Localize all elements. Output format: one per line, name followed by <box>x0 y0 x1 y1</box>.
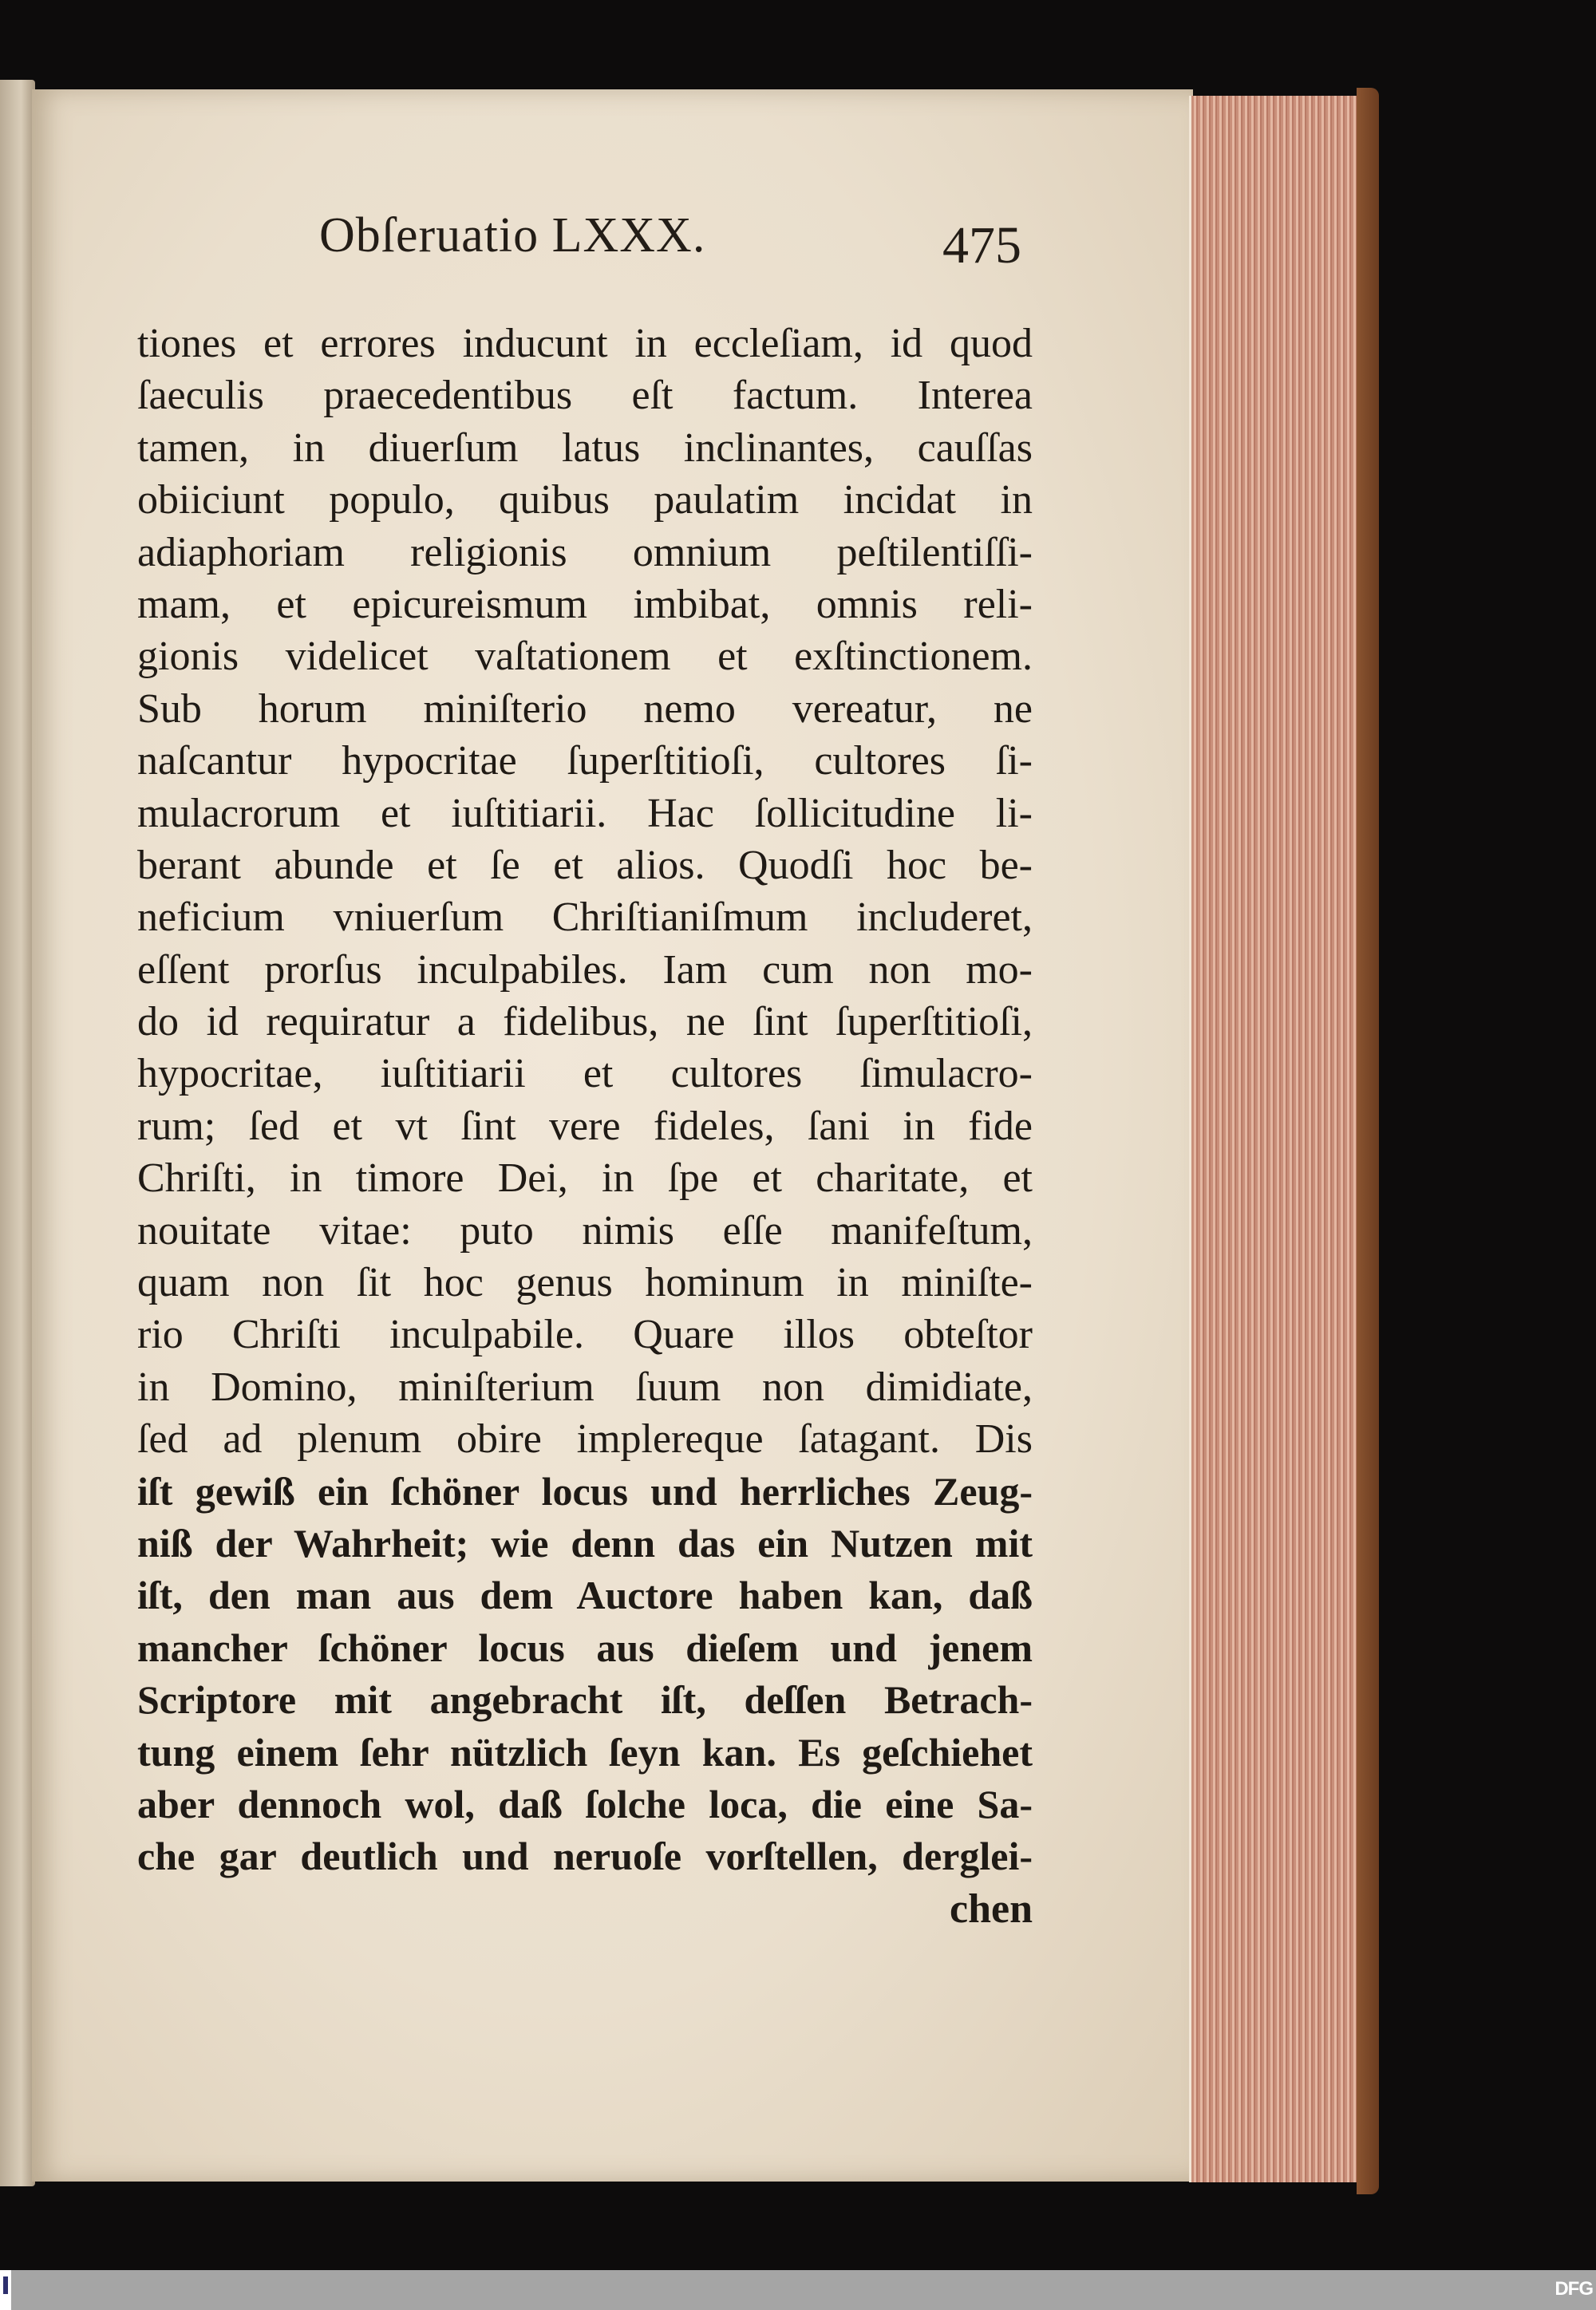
text-line: ſed ad plenum obire implereque ſatagant. Dis <box>137 1416 1033 1463</box>
text-line: rio Chriſti inculpabile. Quare illos obteſtor <box>137 1312 1033 1358</box>
text-line: ſaeculis praecedentibus eſt factum. Interea <box>137 373 1033 419</box>
institution-logo <box>0 2270 11 2310</box>
page-block-edges <box>1189 96 1379 2182</box>
logo-mark-icon <box>3 2276 8 2294</box>
text-line: nouitate vitae: puto nimis eſſe manifeſtum, <box>137 1207 1033 1254</box>
text-line: adiaphoriam religionis omnium peſtilentiſſi- <box>137 529 1033 575</box>
text-line: tamen, in diuerſum latus inclinantes, cauſſas <box>137 424 1033 471</box>
text-line: eſſent prorſus inculpabiles. Iam cum non mo- <box>137 946 1033 993</box>
text-line: iſt gewiß ein ſchöner locus und herrliches Zeug- <box>137 1468 1033 1514</box>
text-line: che gar deutlich und neruoſe vorſtellen, derglei- <box>137 1834 1033 1879</box>
text-line: aber dennoch wol, daß ſolche loca, die eine Sa- <box>137 1781 1033 1826</box>
viewer-footer-bar <box>0 2270 1596 2310</box>
book-cover-edge <box>1357 88 1379 2194</box>
text-line: hypocritae, iuſtitiarii et cultores ſimulacro- <box>137 1051 1033 1097</box>
body-text <box>137 318 1033 1935</box>
text-line: Scriptore mit angebracht iſt, deſſen Betrach- <box>137 1677 1033 1723</box>
text-line: tiones et errores inducunt in eccleſiam, id quod <box>137 321 1033 366</box>
text-line: mam, et epicureismum imbibat, omnis reli- <box>137 581 1033 627</box>
catchword: chen <box>950 1886 1033 1932</box>
text-line: do id requiratur a fidelibus, ne ſint ſuperſtitioſi, <box>137 999 1033 1045</box>
text-line: berant abunde et ſe et alios. Quodſi hoc be- <box>137 842 1033 888</box>
dfg-logo: DFG <box>1555 2278 1593 2300</box>
page-header <box>319 199 1021 274</box>
text-line: iſt, den man aus dem Auctore haben kan, daß <box>137 1573 1033 1618</box>
text-line: niß der Wahrheit; wie denn das ein Nutzen mit <box>137 1520 1033 1566</box>
text-line: tung einem ſehr nützlich ſeyn kan. Es geſchiehet <box>137 1729 1033 1775</box>
text-line: Chriſti, in timore Dei, in ſpe et charitate, et <box>137 1155 1033 1202</box>
text-line: mulacrorum et iuſtitiarii. Hac ſollicitudine li- <box>137 790 1033 836</box>
text-line: naſcantur hypocritae ſuperſtitioſi, cultores ſi- <box>137 738 1033 784</box>
text-line: mancher ſchöner locus aus dieſem und jenem <box>137 1625 1033 1670</box>
text-line: quam non ſit hoc genus hominum in miniſte- <box>137 1260 1033 1306</box>
text-line: in Domino, miniſterium ſuum non dimidiate, <box>137 1364 1033 1410</box>
text-line: obiiciunt populo, quibus paulatim incidat in <box>137 477 1033 523</box>
text-line: rum; ſed et vt ſint vere fideles, ſani in fide <box>137 1103 1033 1149</box>
text-line: gionis videlicet vaſtationem et exſtinctionem. <box>137 634 1033 680</box>
text-line: Sub horum miniſterio nemo vereatur, ne <box>137 685 1033 732</box>
page-number: 475 <box>942 216 1021 274</box>
text-line: neficium vniuerſum Chriſtianiſmum includeret, <box>137 894 1033 941</box>
running-title: Obſeruatio LXXX. <box>319 208 706 263</box>
facing-page-edge <box>0 80 35 2186</box>
